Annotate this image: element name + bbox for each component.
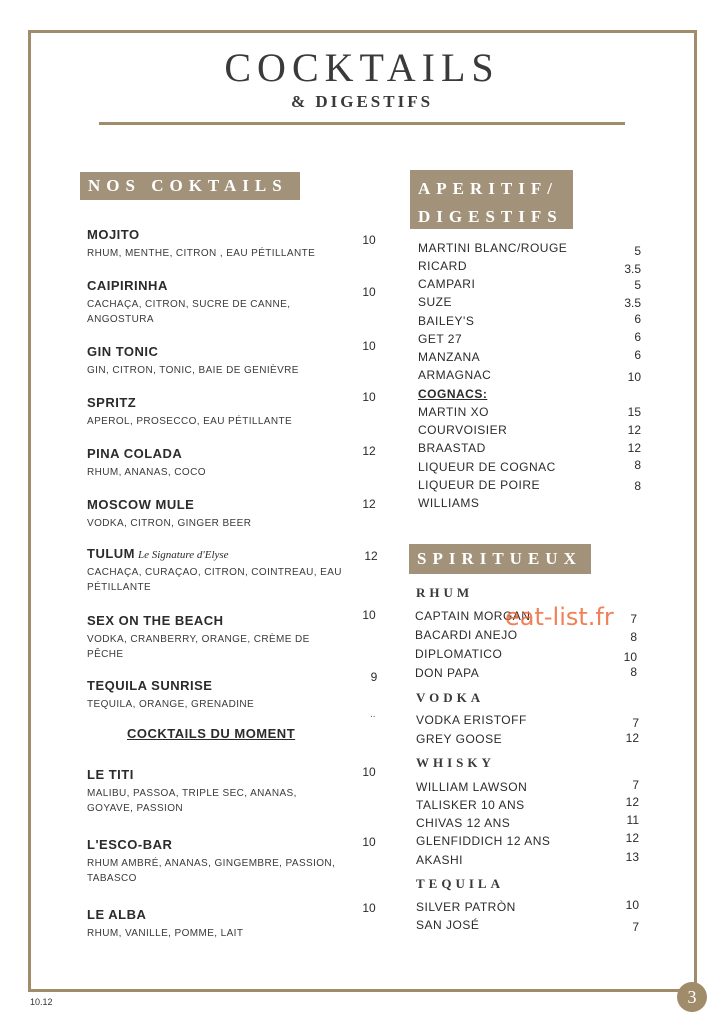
list-item: LIQUEUR DE POIRE — [418, 478, 541, 492]
item-price: 7 — [632, 778, 639, 792]
footer-date: 10.12 — [30, 997, 53, 1007]
band-spiritueux — [409, 544, 591, 574]
menu-item — [87, 837, 349, 886]
item-name: SEX ON THE BEACH — [87, 613, 224, 628]
item-price: 11 — [626, 813, 639, 827]
band-aperitif-digestifs — [410, 170, 573, 229]
item-price: 10 — [625, 898, 639, 912]
item-name — [87, 546, 349, 561]
menu-item — [87, 767, 317, 816]
cognacs-heading: COGNACS: — [418, 387, 488, 401]
item-desc: CACHAÇA, CITRON, SUCRE DE CANNE, ANGOSTURA — [87, 299, 291, 325]
item-price: 10 — [362, 901, 376, 915]
item-price: 3.5 — [624, 262, 641, 276]
item-desc: VODKA, CRANBERRY, ORANGE, CRÈME DE PÊCHE — [87, 634, 310, 660]
list-item: SILVER PATRÒN — [416, 900, 516, 914]
item-price: 12 — [362, 497, 376, 511]
list-item: WILLIAMS — [418, 496, 480, 510]
item-price: 8 — [634, 458, 641, 472]
item-price: 10 — [362, 233, 376, 247]
list-item: GREY GOOSE — [416, 732, 503, 746]
list-item: MARTINI BLANC/ROUGE — [418, 241, 568, 255]
list-item: SAN JOSÉ — [416, 918, 480, 932]
menu-item — [87, 278, 357, 327]
item-price: 6 — [634, 330, 641, 344]
menu-item — [87, 344, 357, 378]
item-price: 8 — [630, 665, 637, 679]
item-price: 10 — [362, 835, 376, 849]
band-label: NOS COKTAILS — [88, 176, 288, 195]
list-item: DIPLOMATICO — [415, 647, 503, 661]
section-title-moment: COCKTAILS DU MOMENT — [127, 726, 296, 741]
list-item: COURVOISIER — [418, 423, 508, 437]
item-name: PINA COLADA — [87, 446, 183, 461]
category-vodka: VODKA — [416, 690, 485, 705]
item-price: 12 — [625, 831, 639, 845]
page-title: COCKTAILS — [224, 45, 500, 90]
item-desc: CACHAÇA, CURAÇAO, CITRON, COINTREAU, EAU PÉTILLANTE — [87, 567, 342, 593]
item-desc: RHUM, VANILLE, POMME, LAIT — [87, 928, 244, 939]
item-name: MOSCOW MULE — [87, 497, 195, 512]
signature-label: Le Signature d'Elyse — [138, 549, 229, 561]
category-whisky: WHISKY — [416, 755, 495, 770]
item-name-text: TULUM — [87, 546, 135, 561]
list-item: GET 27 — [418, 332, 463, 346]
list-item: MANZANA — [418, 350, 481, 364]
menu-item — [87, 613, 332, 662]
item-price: 5 — [634, 244, 641, 258]
list-item: MARTIN XO — [418, 405, 489, 419]
item-price: 13 — [625, 850, 639, 864]
item-price: 10 — [362, 339, 376, 353]
item-price: 7 — [632, 716, 639, 730]
page-number-badge: 3 — [677, 982, 707, 1012]
band-label: SPIRITUEUX — [417, 549, 582, 568]
item-price: 12 — [625, 795, 639, 809]
item-price: 10 — [362, 765, 376, 779]
item-desc: RHUM, ANANAS, COCO — [87, 467, 206, 478]
item-name: TEQUILA SUNRISE — [87, 678, 213, 693]
item-price: 10 — [623, 650, 637, 664]
watermark: eat-list.fr — [505, 603, 614, 631]
item-price: 6 — [634, 348, 641, 362]
item-price: 3.5 — [624, 296, 641, 310]
item-price: 5 — [634, 278, 641, 292]
item-price: 12 — [364, 549, 378, 563]
item-desc: RHUM AMBRÉ, ANANAS, GINGEMBRE, PASSION, TABASCO — [87, 858, 336, 884]
item-price: 12 — [625, 731, 639, 745]
menu-item — [87, 546, 349, 595]
list-item: ARMAGNAC — [418, 368, 492, 382]
item-price: 8 — [634, 479, 641, 493]
item-desc: APEROL, PROSECCO, EAU PÉTILLANTE — [87, 416, 293, 427]
band-nos-cocktails — [80, 172, 300, 200]
item-price: 12 — [627, 423, 641, 437]
item-desc: GIN, CITRON, TONIC, BAIE DE GENIÈVRE — [87, 365, 299, 376]
item-name: MOJITO — [87, 227, 140, 242]
item-name: LE ALBA — [87, 907, 147, 922]
list-item: SUZE — [418, 295, 453, 309]
list-item: BAILEY'S — [418, 314, 475, 328]
band-label: APERITIF/ — [418, 179, 558, 198]
menu-item — [87, 227, 357, 261]
category-tequila: TEQUILA — [416, 876, 504, 891]
item-price: 10 — [362, 285, 376, 299]
item-price: 6 — [634, 312, 641, 326]
menu-item — [87, 678, 357, 712]
item-desc: RHUM, MENTHE, CITRON , EAU PÉTILLANTE — [87, 248, 316, 259]
list-item: TALISKER 10 ANS — [416, 798, 525, 812]
item-name: CAIPIRINHA — [87, 278, 168, 293]
menu-item — [87, 395, 357, 429]
item-desc: MALIBU, PASSOA, TRIPLE SEC, ANANAS, GOYAVE, PASSION — [87, 788, 297, 814]
item-name: GIN TONIC — [87, 344, 159, 359]
menu-item — [87, 446, 357, 480]
list-item: RICARD — [418, 259, 468, 273]
list-item: VODKA ERISTOFF — [416, 713, 527, 727]
menu-item — [87, 907, 357, 941]
page-subtitle: & DIGESTIFS — [290, 92, 434, 111]
item-price: 12 — [362, 444, 376, 458]
list-item: CAPTAIN MORGAN — [415, 609, 531, 623]
list-item: AKASHI — [416, 853, 464, 867]
list-item: WILLIAM LAWSON — [416, 780, 528, 794]
list-item: GLENFIDDICH 12 ANS — [416, 834, 551, 848]
list-item: LIQUEUR DE COGNAC — [418, 460, 556, 474]
item-price: 8 — [630, 630, 637, 644]
dots: .. — [370, 709, 376, 720]
item-desc: VODKA, CITRON, GINGER BEER — [87, 518, 252, 529]
list-item: BACARDI ANEJO — [415, 628, 518, 642]
list-item: CHIVAS 12 ANS — [416, 816, 511, 830]
item-price: 10 — [362, 390, 376, 404]
item-name: L'ESCO-BAR — [87, 837, 173, 852]
list-item: DON PAPA — [415, 666, 480, 680]
list-item: BRAASTAD — [418, 441, 486, 455]
item-name: LE TITI — [87, 767, 134, 782]
item-price: 7 — [632, 920, 639, 934]
item-desc: TEQUILA, ORANGE, GRENADINE — [87, 699, 255, 710]
band-label: DIGESTIFS — [418, 207, 563, 226]
item-price: 7 — [630, 612, 637, 626]
item-price: 10 — [362, 608, 376, 622]
category-rhum: RHUM — [416, 585, 474, 600]
item-price: 9 — [370, 670, 378, 684]
item-price: 12 — [627, 441, 641, 455]
title-divider — [99, 122, 625, 125]
menu-item — [87, 497, 357, 531]
item-price: 15 — [627, 405, 641, 419]
item-name: SPRITZ — [87, 395, 137, 410]
list-item: CAMPARI — [418, 277, 476, 291]
item-price: 10 — [627, 370, 641, 384]
